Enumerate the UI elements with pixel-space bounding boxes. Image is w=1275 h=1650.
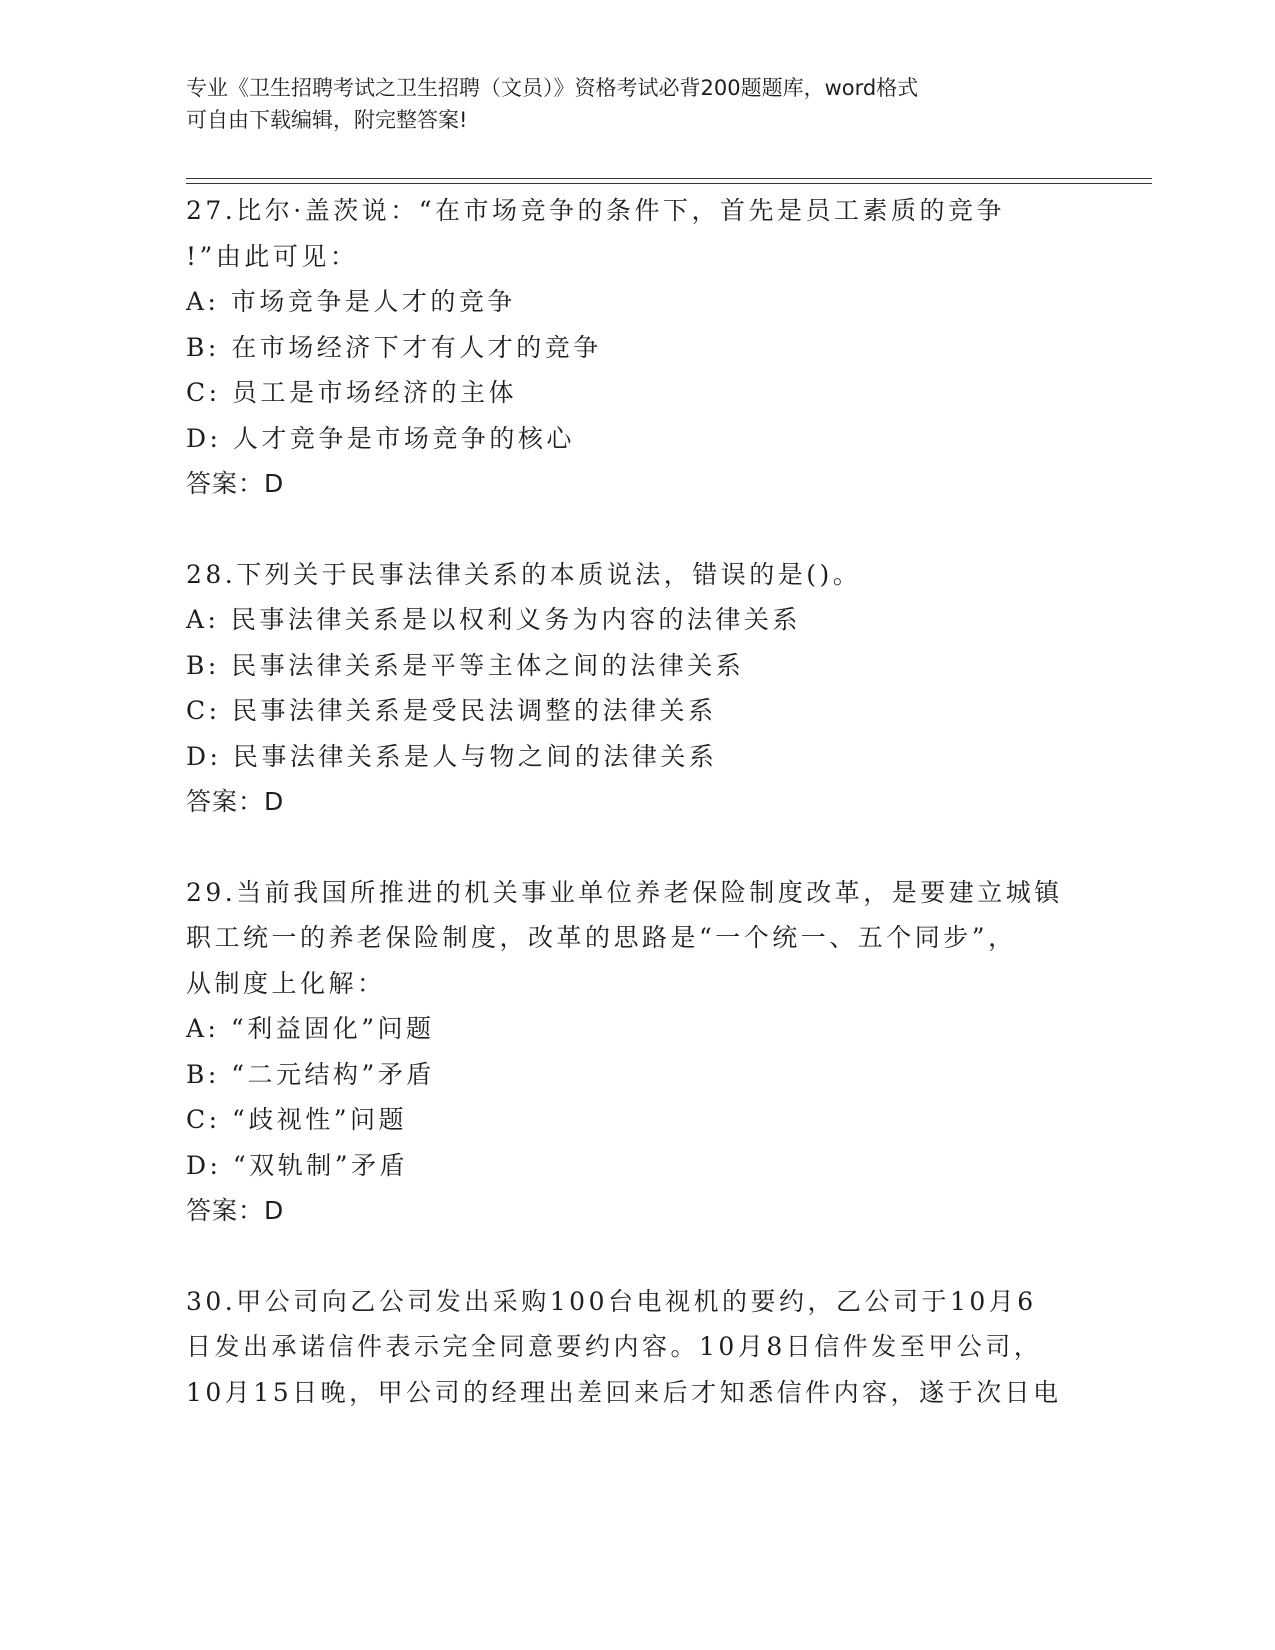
- answer-label: 答案：D: [186, 1196, 285, 1225]
- question-stem-line: 职工统一的养老保险制度，改革的思路是“一个统一、五个同步”，: [186, 923, 1017, 952]
- option-d: D: 民事法律关系是人与物之间的法律关系: [186, 741, 718, 771]
- question-stem-line: 10月15日晚，甲公司的经理出差回来后才知悉信件内容，遂于次日电: [186, 1377, 1062, 1407]
- question-29: [186, 870, 1086, 1234]
- question-stem-line: 30.甲公司向乙公司发出采购100台电视机的要约，乙公司于10月6: [186, 1286, 1037, 1316]
- option-c: C: 员工是市场经济的主体: [186, 378, 517, 407]
- question-28: [186, 552, 1086, 825]
- header-line-2: 可自由下载编辑，附完整答案!: [186, 108, 468, 132]
- header-divider-thick: [186, 178, 1152, 179]
- header-line-1: 专业《卫生招聘考试之卫生招聘（文员）》资格考试必背200题题库，word格式: [186, 76, 919, 100]
- option-b: B: 民事法律关系是平等主体之间的法律关系: [186, 650, 745, 680]
- question-stem-line: 29.当前我国所推进的机关事业单位养老保险制度改革，是要建立城镇: [186, 877, 1063, 907]
- answer-label: 答案：D: [186, 787, 285, 816]
- option-a: A: 民事法律关系是以权利义务为内容的法律关系: [186, 605, 801, 634]
- option-d: D: “双轨制”矛盾: [186, 1150, 408, 1180]
- question-27: [186, 188, 1086, 507]
- option-d: D: 人才竞争是市场竞争的核心: [186, 423, 575, 453]
- page-header: [186, 72, 1086, 136]
- option-a: A: “利益固化”问题: [186, 1014, 435, 1043]
- question-30: [186, 1279, 1086, 1416]
- question-stem-line: !”由此可见：: [186, 241, 359, 271]
- option-b: B: 在市场经济下才有人才的竞争: [186, 332, 602, 362]
- header-divider-thin: [186, 183, 1152, 184]
- question-stem-line: 27.比尔·盖茨说：“在市场竞争的条件下，首先是员工素质的竞争: [186, 196, 1005, 225]
- option-b: B: “二元结构”矛盾: [186, 1059, 435, 1089]
- question-stem-line: 日发出承诺信件表示完全同意要约内容。10月8日信件发至甲公司，: [186, 1332, 1043, 1361]
- question-stem-line: 28.下列关于民事法律关系的本质说法，错误的是()。: [186, 559, 862, 589]
- question-stem-line: 从制度上化解：: [186, 968, 386, 998]
- option-c: C: 民事法律关系是受民法调整的法律关系: [186, 696, 717, 725]
- option-a: A: 市场竞争是人才的竞争: [186, 287, 516, 316]
- question-list: [186, 188, 1086, 1460]
- option-c: C: “歧视性”问题: [186, 1105, 408, 1134]
- answer-label: 答案：D: [186, 469, 285, 498]
